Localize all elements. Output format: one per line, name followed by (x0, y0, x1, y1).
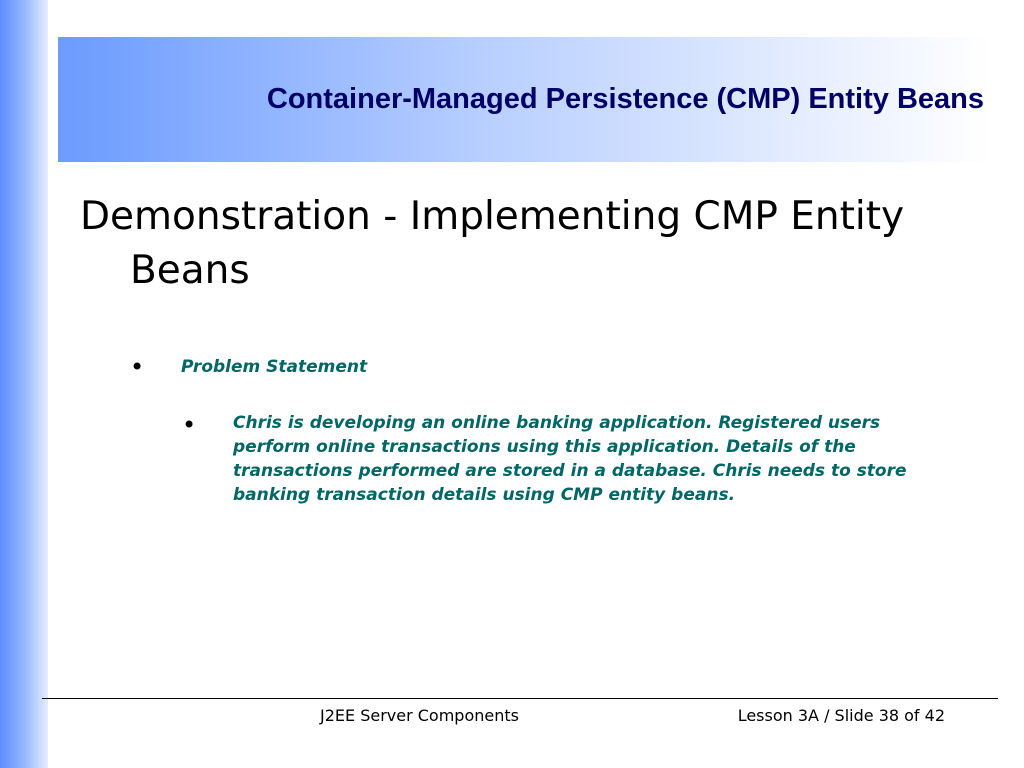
slide-title: Container-Managed Persistence (CMP) Entity Beans (266, 83, 984, 115)
left-accent-bar (0, 0, 48, 768)
bullet-item-problem-statement (130, 353, 367, 381)
bullet-dot-icon: • (130, 353, 145, 381)
footer-slide-number: Lesson 3A / Slide 38 of 42 (737, 706, 945, 725)
bullet-dot-icon: • (182, 411, 197, 439)
sub-bullet-item (182, 411, 972, 507)
bullet-label: Problem Statement (181, 357, 368, 377)
footer-divider (42, 698, 998, 699)
sub-bullet-text: Chris is developing an online banking application. Registered users perform online transactions using this application. Details of the transactions performed are stored in a database. Chris needs to store banking transaction details using CMP entity beans. (233, 413, 907, 505)
footer-course-name: J2EE Server Components (320, 706, 519, 725)
slide-heading: Demonstration - Implementing CMP Entity Beans (80, 194, 905, 293)
title-banner (58, 37, 990, 162)
